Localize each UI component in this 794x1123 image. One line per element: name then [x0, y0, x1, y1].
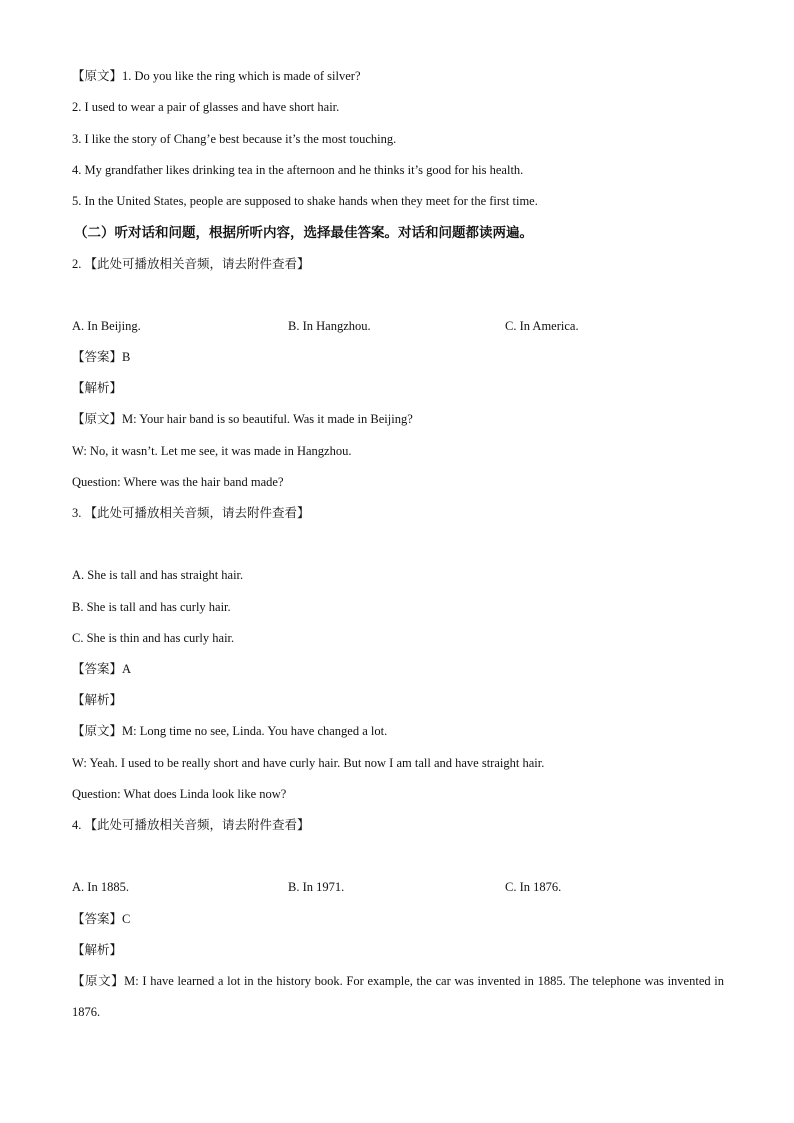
question-2-answer: 【答案】B — [72, 350, 131, 364]
question-4-option-a: A. In 1885. — [72, 880, 129, 894]
question-3-answer: 【答案】A — [72, 662, 132, 676]
intro-transcript-line-4: 4. My grandfather likes drinking tea in the afternoon and he thinks it’s good for his health. — [72, 163, 524, 177]
question-4-prompt: 4. 【此处可播放相关音频，请去附件查看】 — [72, 818, 310, 832]
question-2-transcript-line-2: W: No, it wasn’t. Let me see, it was made in Hangzhou. — [72, 444, 352, 458]
question-3-option-a: A. She is tall and has straight hair. — [72, 568, 244, 582]
question-2-option-c: C. In America. — [505, 319, 579, 333]
question-2-transcript-line-1: 【原文】M: Your hair band is so beautiful. Was it made in Beijing? — [72, 412, 413, 426]
question-4-transcript: 【原文】M: I have learned a lot in the history book. For example, the car was invented in 1885. The telephone was invented in 1876. — [72, 974, 724, 1019]
question-4-option-c: C. In 1876. — [505, 880, 562, 894]
intro-transcript-line-5: 5. In the United States, people are supposed to shake hands when they meet for the first time. — [72, 194, 538, 208]
intro-transcript-line-3: 3. I like the story of Chang’e best because it’s the most touching. — [72, 132, 397, 146]
question-3-prompt: 3. 【此处可播放相关音频，请去附件查看】 — [72, 506, 310, 520]
intro-transcript-line-1: 【原文】1. Do you like the ring which is made of silver? — [72, 69, 361, 83]
question-3-analysis-label: 【解析】 — [72, 693, 123, 707]
question-2-transcript-line-3: Question: Where was the hair band made? — [72, 475, 284, 489]
question-4-answer: 【答案】C — [72, 912, 131, 926]
question-3-transcript-line-1: 【原文】M: Long time no see, Linda. You have changed a lot. — [72, 724, 388, 738]
question-2-option-b: B. In Hangzhou. — [288, 319, 371, 333]
question-3-transcript-line-3: Question: What does Linda look like now? — [72, 787, 287, 801]
question-2-prompt: 2. 【此处可播放相关音频，请去附件查看】 — [72, 257, 310, 271]
question-3-option-c: C. She is thin and has curly hair. — [72, 631, 235, 645]
question-2-option-a: A. In Beijing. — [72, 319, 141, 333]
question-4-analysis-label: 【解析】 — [72, 943, 123, 957]
section-heading: （二）听对话和问题，根据所听内容，选择最佳答案。对话和问题都读两遍。 — [74, 225, 533, 240]
question-3-transcript-line-2: W: Yeah. I used to be really short and have curly hair. But now I am tall and have straight hair. — [72, 756, 545, 770]
question-2-analysis-label: 【解析】 — [72, 381, 123, 395]
intro-transcript-line-2: 2. I used to wear a pair of glasses and have short hair. — [72, 100, 340, 114]
question-3-option-b: B. She is tall and has curly hair. — [72, 600, 231, 614]
question-4-option-b: B. In 1971. — [288, 880, 345, 894]
